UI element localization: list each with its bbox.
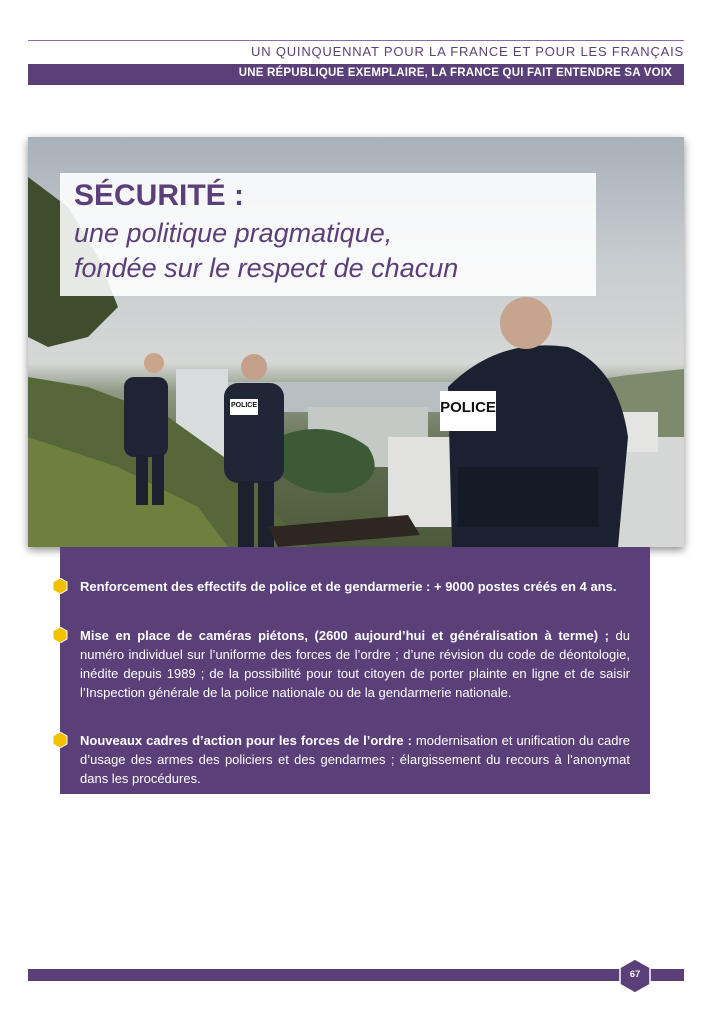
section-title: SÉCURITÉ : (74, 179, 245, 212)
measure-item-text: modernisation et unification du cadre d’usage des armes des policiers et des gendarmes ; élargissement du recours à l’anonymat dans les procédures. (80, 733, 630, 786)
header-bar (28, 64, 684, 85)
measure-item (80, 731, 630, 788)
footer-bar (28, 969, 684, 981)
header-top-rule (28, 40, 684, 41)
section-title-box (60, 173, 596, 296)
hexagon-bullet-icon (52, 627, 68, 643)
measure-item (80, 577, 630, 596)
section-subtitle: UNE RÉPUBLIQUE EXEMPLAIRE, LA FRANCE QUI FAIT ENTENDRE SA VOIX (238, 67, 672, 79)
vest-label-large: POLICE (440, 399, 496, 416)
measures-panel (60, 547, 650, 794)
hexagon-bullet-icon (52, 578, 68, 594)
hexagon-bullet-icon (52, 732, 68, 748)
document-header-title: UN QUINQUENNAT POUR LA FRANCE ET POUR LES FRANÇAIS (251, 44, 684, 59)
section-tagline-line2: fondée sur le respect de chacun (74, 253, 459, 283)
measure-item-heading: Mise en place de caméras piétons, (2600 aujourd’hui et généralisation à terme) ; (80, 628, 609, 643)
measure-item (80, 626, 630, 702)
section-tagline-line1: une politique pragmatique, (74, 218, 393, 248)
measure-item-heading: Renforcement des effectifs de police et de gendarmerie : + 9000 postes créés en 4 ans. (80, 579, 617, 594)
measure-item-text: du numéro individuel sur l’uniforme des forces de l’ordre ; d’une révision du code de déontologie, inédite depuis 1989 ; de la possibilité pour tout citoyen de porter plainte en ligne et de saisir l’Inspection générale de la police nationale ou de la gendarmerie nationale. (80, 628, 630, 700)
measure-item-heading: Nouveaux cadres d’action pour les forces de l’ordre : (80, 733, 412, 748)
page-number: 67 (629, 969, 641, 980)
vest-label-small: POLICE (230, 402, 258, 409)
